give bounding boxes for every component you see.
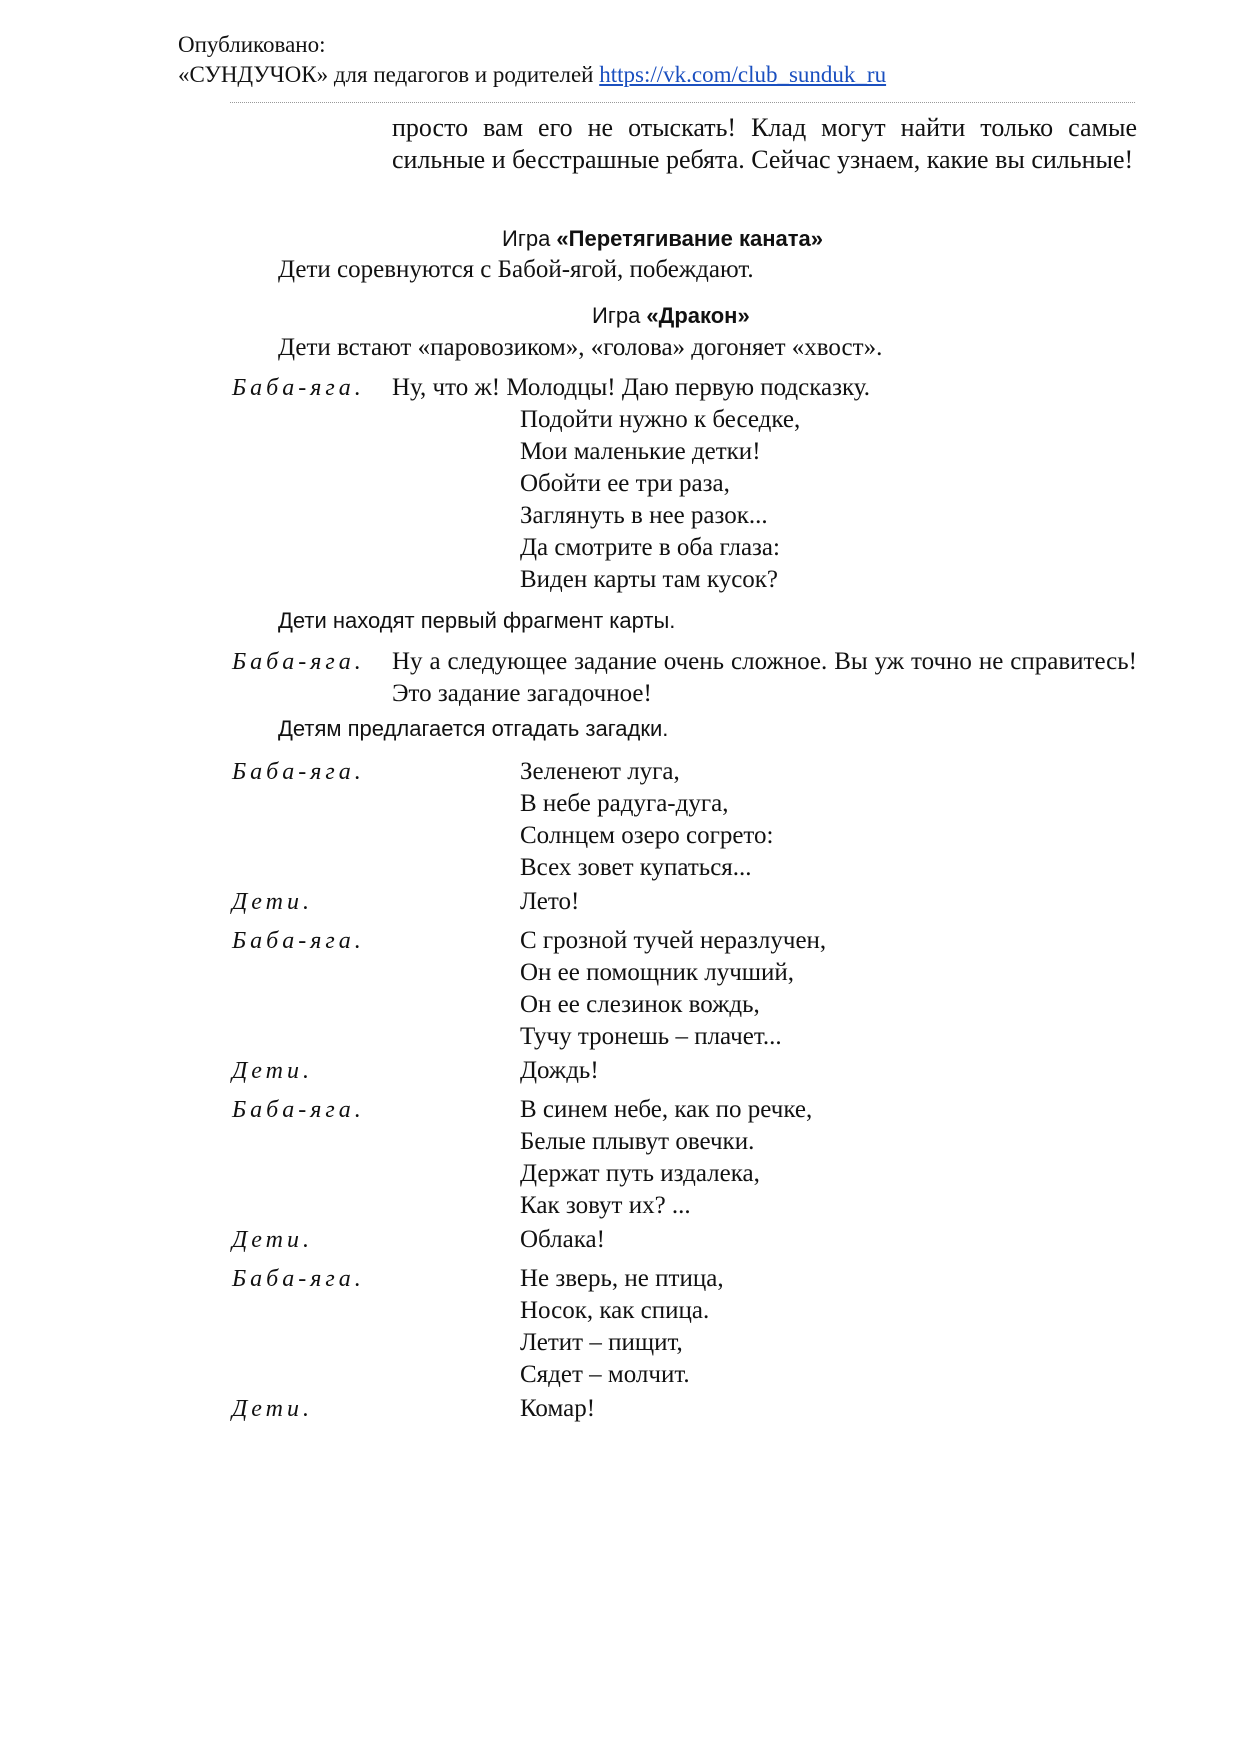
riddle-2-answer: Дождь! [520, 1057, 599, 1084]
speaker-baba-yaga: Баба-яга. [232, 649, 365, 675]
riddle-4: Не зверь, не птица, Носок, как спица. Летит – пищит, Сядет – молчит. [520, 1265, 724, 1388]
published-label: Опубликовано: [178, 32, 326, 57]
intro-paragraph: просто вам его не отыскать! Клад могут найти только самые сильные и бесстрашные ребята. Сейчас узнаем, какие вы сильные! [392, 113, 1137, 174]
game-title-dragon: Игра «Дракон» [592, 303, 750, 328]
riddle-4-answer: Комар! [520, 1395, 596, 1422]
speaker-children: Дети. [232, 889, 313, 915]
header-divider [230, 102, 1135, 103]
speaker-children: Дети. [232, 1396, 313, 1422]
publication-header [178, 30, 886, 90]
next-task-text: Ну а следующее задание очень сложное. Вы уж точно не справитесь! Это задание загадочное! [392, 648, 1137, 707]
game-title-tug-of-war: Игра «Перетягивание каната» [502, 226, 824, 251]
speaker-baba-yaga: Баба-яга. [232, 1266, 365, 1292]
speaker-children: Дети. [232, 1058, 313, 1084]
speaker-baba-yaga: Баба-яга. [232, 928, 365, 954]
game1-direction: Дети соревнуются с Бабой-ягой, побеждают. [278, 256, 754, 283]
riddle-1-answer: Лето! [520, 888, 580, 915]
hint1-verse: Подойти нужно к беседке, Мои маленькие детки! Обойти ее три раза, Заглянуть в нее разок... Да смотрите в оба глаза: Виден карты там кусок? [520, 406, 801, 593]
riddle-3: В синем небе, как по речке, Белые плывут овечки. Держат путь издалека, Как зовут их? ... [520, 1096, 813, 1219]
speaker-baba-yaga: Баба-яга. [232, 759, 365, 785]
speaker-children: Дети. [232, 1227, 313, 1253]
riddles-direction: Детям предлагается отгадать загадки. [278, 716, 669, 741]
found-direction: Дети находят первый фрагмент карты. [278, 608, 676, 633]
speaker-baba-yaga: Баба-яга. [232, 1097, 365, 1123]
source-name: «СУНДУЧОК» для педагогов и родителей [178, 62, 594, 87]
source-link[interactable]: https://vk.com/club_sunduk_ru [599, 62, 887, 87]
source-line [178, 60, 886, 90]
game2-direction: Дети встают «паровозиком», «голова» догоняет «хвост». [278, 334, 883, 361]
riddle-2: С грозной тучей неразлучен, Он ее помощник лучший, Он ее слезинок вождь, Тучу тронешь – плачет... [520, 927, 827, 1050]
hint1-first-line: Ну, что ж! Молодцы! Даю первую подсказку. [392, 374, 871, 401]
riddle-3-answer: Облака! [520, 1226, 605, 1253]
riddle-1: Зеленеют луга, В небе радуга-дуга, Солнцем озеро согрето: Всех зовет купаться... [520, 758, 774, 881]
speaker-baba-yaga: Баба-яга. [232, 375, 365, 401]
